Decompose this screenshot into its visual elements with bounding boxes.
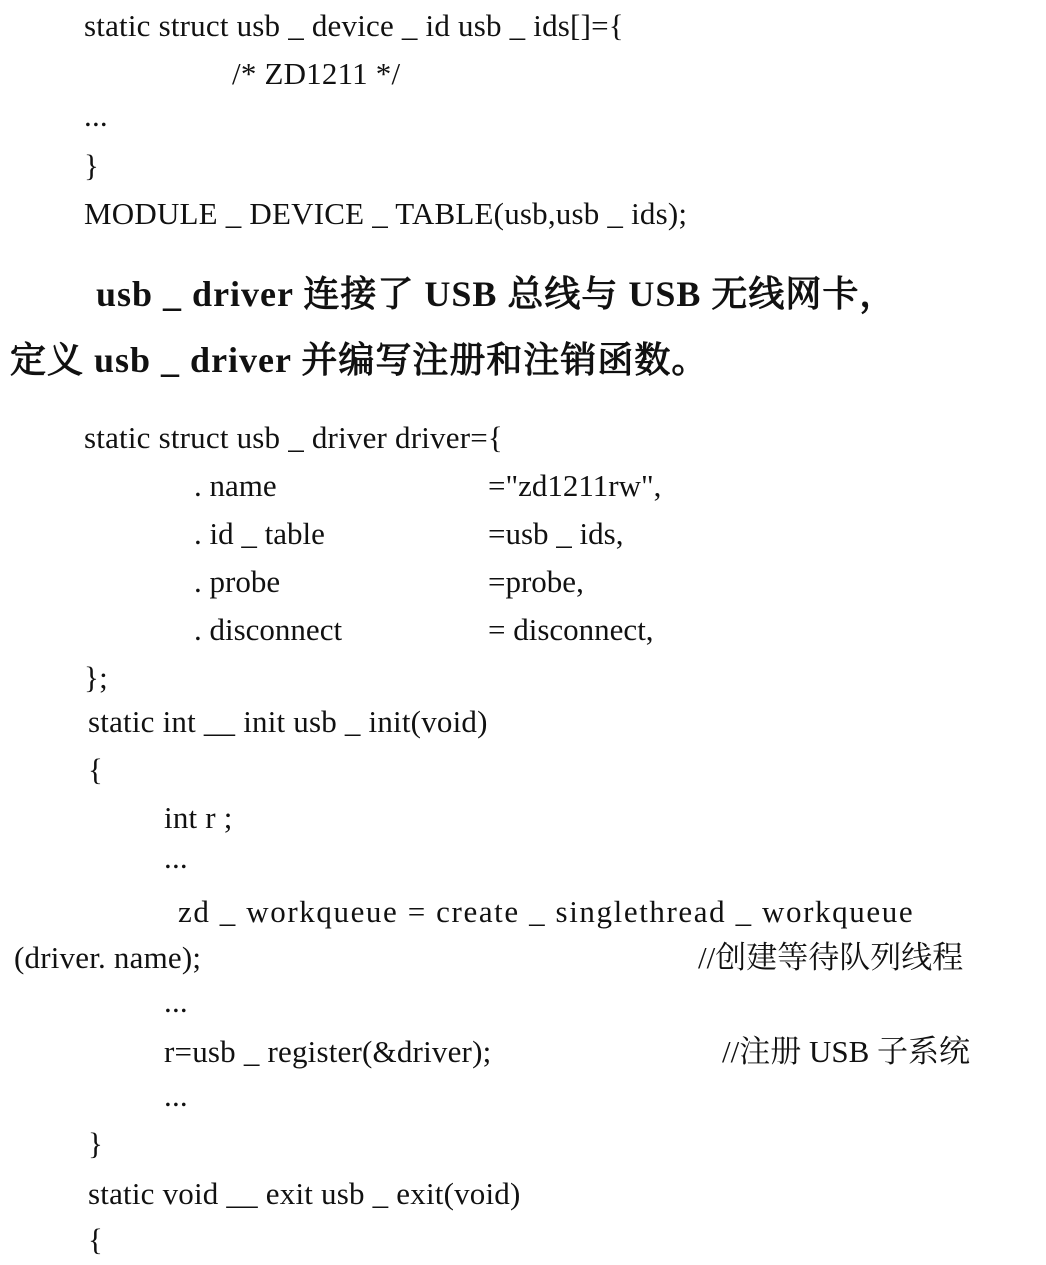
struct-field-name-value: ="zd1211rw", — [488, 468, 662, 503]
struct-field-disconnect: . disconnect — [194, 612, 343, 647]
code-line-usb-register: r=usb _ register(&driver); — [164, 1034, 492, 1069]
code-line-module-device-table: MODULE _ DEVICE _ TABLE(usb,usb _ ids); — [84, 196, 688, 231]
paragraph-line-2: 定义 usb _ driver 并编写注册和注销函数。 — [10, 340, 709, 380]
code-line-init-signature: static int __ init usb _ init(void) — [88, 704, 488, 739]
struct-field-probe-value: =probe, — [488, 564, 584, 599]
code-line-exit-signature: static void __ exit usb _ exit(void) — [88, 1176, 521, 1211]
code-line-int-r: int r ; — [164, 800, 233, 835]
code-line-driver-struct: static struct usb _ driver driver={ — [84, 420, 504, 455]
comment-create-workqueue: //创建等待队列线程 — [698, 940, 964, 975]
struct-field-id-table: . id _ table — [194, 516, 325, 551]
code-line-ellipsis-1: ... — [164, 840, 188, 875]
comment-register-usb: //注册 USB 子系统 — [722, 1034, 971, 1069]
code-line-ellipsis-3: ... — [164, 1078, 188, 1113]
code-line-workqueue-continuation: (driver. name); — [14, 940, 202, 975]
code-line-close-brace: } — [84, 148, 100, 183]
code-line-zd1211-comment: /* ZD1211 */ — [232, 56, 401, 91]
struct-field-id-table-value: =usb _ ids, — [488, 516, 624, 551]
code-line-workqueue: zd _ workqueue = create _ singlethread _ workqueue — [178, 894, 915, 929]
struct-field-probe: . probe — [194, 564, 281, 599]
code-line-ellipsis-2: ... — [164, 984, 188, 1019]
code-line-usb-ids-decl: static struct usb _ device _ id usb _ ids[]={ — [84, 8, 624, 43]
code-line-ellipsis: ... — [84, 98, 108, 133]
code-line-init-open-brace: { — [88, 752, 104, 787]
struct-field-name: . name — [194, 468, 277, 503]
paragraph-line-1: usb _ driver 连接了 USB 总线与 USB 无线网卡， — [96, 274, 897, 314]
code-line-init-close-brace: } — [88, 1126, 104, 1161]
struct-field-disconnect-value: = disconnect, — [488, 612, 654, 647]
code-line-exit-open-brace: { — [88, 1222, 104, 1257]
code-line-struct-close: }; — [84, 660, 108, 695]
